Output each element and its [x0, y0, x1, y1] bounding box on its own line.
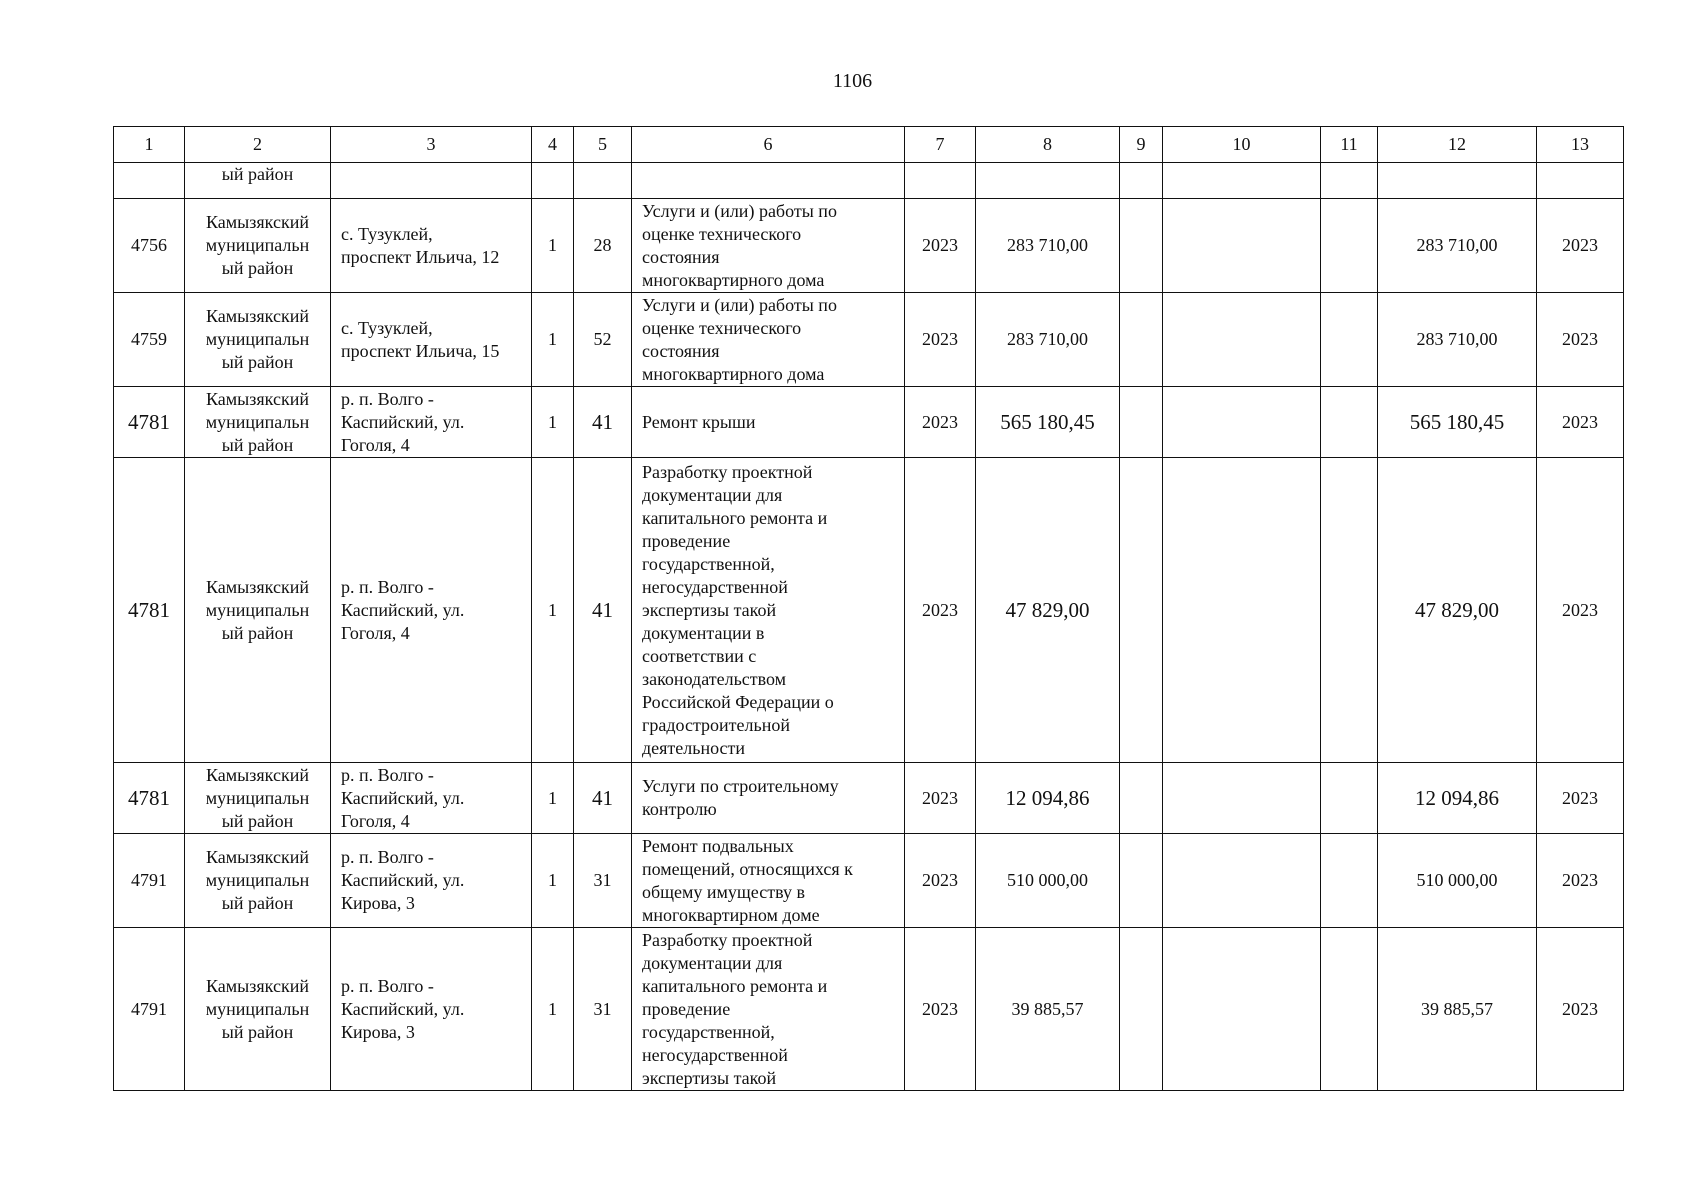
amount-cell: 565 180,45 [976, 387, 1120, 458]
cell-9 [1120, 199, 1163, 293]
cell-12: 283 710,00 [1378, 293, 1537, 387]
work-line: помещений, относящихся к [642, 858, 853, 879]
work-cell [632, 163, 905, 199]
year-cell: 2023 [905, 293, 976, 387]
work-line: многоквартирного дома [642, 269, 825, 290]
address-cell [331, 763, 532, 834]
cell-12: 12 094,86 [1378, 763, 1537, 834]
amount-cell: 283 710,00 [976, 199, 1120, 293]
work-cell [632, 387, 905, 458]
work-line: градостроительной [642, 714, 790, 735]
work-line: негосударственной [642, 576, 788, 597]
id-cell: 4791 [114, 834, 185, 928]
work-line: проведение [642, 998, 731, 1019]
work-line: документации для [642, 952, 783, 973]
table-row [114, 928, 1624, 1091]
work-line: оценке технического [642, 317, 802, 338]
page-number: 1106 [832, 70, 873, 92]
cell-4: 1 [532, 763, 574, 834]
work-line: контролю [642, 799, 717, 819]
id-cell [114, 163, 185, 199]
work-cell [632, 458, 905, 763]
amount-cell: 510 000,00 [976, 834, 1120, 928]
column-number-7: 7 [905, 127, 976, 163]
address-line: р. п. Волго - [341, 764, 434, 785]
column-number-5: 5 [574, 127, 632, 163]
cell-10 [1163, 928, 1321, 1091]
cell-10 [1163, 163, 1321, 199]
cell-11 [1321, 163, 1378, 199]
municipality-line: ый район [221, 434, 294, 455]
address-cell [331, 928, 532, 1091]
work-line: Российской Федерации о [642, 691, 834, 712]
cell-5: 31 [574, 928, 632, 1091]
work-line: Услуги по строительному [642, 776, 839, 796]
cell-9 [1120, 163, 1163, 199]
cell-4 [532, 163, 574, 199]
cell-10 [1163, 834, 1321, 928]
work-line: экспертизы такой [642, 1067, 777, 1088]
id-cell: 4756 [114, 199, 185, 293]
address-cell [331, 163, 532, 199]
table-row [114, 458, 1624, 763]
cell-13: 2023 [1537, 199, 1624, 293]
address-line: Каспийский, ул. [341, 411, 465, 432]
cell-5 [574, 163, 632, 199]
address-line: р. п. Волго - [341, 388, 434, 409]
address-line: р. п. Волго - [341, 576, 434, 597]
municipality-line: муниципальн [205, 998, 310, 1019]
work-line: государственной, [642, 1021, 775, 1042]
column-number-12: 12 [1378, 127, 1537, 163]
work-line: экспертизы такой [642, 599, 777, 620]
work-line: деятельности [642, 737, 746, 758]
municipality-line: муниципальн [205, 599, 310, 620]
cell-13: 2023 [1537, 928, 1624, 1091]
municipality-cell [185, 763, 331, 834]
municipality-cell [185, 928, 331, 1091]
cell-5: 52 [574, 293, 632, 387]
header-row [114, 127, 1624, 163]
work-line: документации для [642, 484, 783, 505]
work-line: капитального ремонта и [642, 975, 828, 996]
cell-13: 2023 [1537, 458, 1624, 763]
work-line: состояния [642, 340, 720, 361]
work-line: Ремонт крыши [642, 411, 756, 432]
table-row [114, 293, 1624, 387]
work-line: состояния [642, 246, 720, 267]
cell-9 [1120, 387, 1163, 458]
table-row [114, 834, 1624, 928]
work-cell [632, 293, 905, 387]
year-cell: 2023 [905, 199, 976, 293]
municipality-line: муниципальн [205, 411, 310, 432]
cell-11 [1321, 458, 1378, 763]
address-line: Каспийский, ул. [341, 787, 465, 808]
municipality-line: ый район [221, 893, 294, 913]
work-line: законодательством [642, 668, 787, 689]
cell-10 [1163, 199, 1321, 293]
address-cell [331, 199, 532, 293]
column-number-9: 9 [1120, 127, 1163, 163]
address-line: Гоголя, 4 [341, 810, 410, 831]
year-cell: 2023 [905, 458, 976, 763]
municipality-line: ый район [221, 352, 294, 372]
work-cell [632, 199, 905, 293]
cell-5: 41 [574, 458, 632, 763]
cell-9 [1120, 763, 1163, 834]
work-line: многоквартирного дома [642, 363, 825, 384]
cell-5: 28 [574, 199, 632, 293]
continuation-row [114, 163, 1624, 199]
cell-13: 2023 [1537, 834, 1624, 928]
municipality-line: Камызякский [206, 306, 309, 326]
address-cell [331, 458, 532, 763]
work-line: Разработку проектной [642, 461, 813, 482]
municipality-cell [185, 199, 331, 293]
cell-11 [1321, 763, 1378, 834]
amount-cell: 47 829,00 [976, 458, 1120, 763]
municipality-cell [185, 293, 331, 387]
work-line: Ремонт подвальных [642, 835, 794, 856]
cell-11 [1321, 834, 1378, 928]
municipality-line: ый район [221, 810, 294, 831]
cell-4: 1 [532, 293, 574, 387]
address-line: проспект Ильича, 15 [341, 340, 500, 361]
municipality-line: муниципальн [205, 329, 310, 349]
cell-4: 1 [532, 834, 574, 928]
municipality-cell [185, 163, 331, 199]
work-line: проведение [642, 530, 731, 551]
cell-12: 510 000,00 [1378, 834, 1537, 928]
cell-10 [1163, 458, 1321, 763]
municipality-cell [185, 834, 331, 928]
work-line: капитального ремонта и [642, 507, 828, 528]
work-line: Разработку проектной [642, 929, 813, 950]
cell-9 [1120, 293, 1163, 387]
address-line: проспект Ильича, 12 [341, 246, 500, 267]
address-cell [331, 387, 532, 458]
cell-11 [1321, 387, 1378, 458]
work-line: общему имуществу в [642, 881, 805, 902]
cell-5: 31 [574, 834, 632, 928]
id-cell: 4781 [114, 387, 185, 458]
address-line: Гоголя, 4 [341, 434, 410, 455]
municipality-line: Камызякский [206, 212, 309, 232]
municipality-line: Камызякский [206, 975, 309, 996]
work-line: Услуги и (или) работы по [642, 200, 837, 221]
cell-12 [1378, 163, 1537, 199]
cell-11 [1321, 199, 1378, 293]
address-line: Каспийский, ул. [341, 599, 465, 620]
cell-5: 41 [574, 763, 632, 834]
address-line: р. п. Волго - [341, 847, 434, 867]
cell-4: 1 [532, 458, 574, 763]
municipality-line: муниципальн [205, 787, 310, 808]
cell-9 [1120, 834, 1163, 928]
cell-10 [1163, 763, 1321, 834]
table-row [114, 387, 1624, 458]
work-line: документации в [642, 622, 765, 643]
cell-4: 1 [532, 199, 574, 293]
work-cell [632, 928, 905, 1091]
cell-13: 2023 [1537, 763, 1624, 834]
municipality-line: ый район [221, 622, 294, 643]
column-number-6: 6 [632, 127, 905, 163]
cell-4: 1 [532, 387, 574, 458]
cell-13: 2023 [1537, 387, 1624, 458]
amount-cell: 39 885,57 [976, 928, 1120, 1091]
cell-10 [1163, 387, 1321, 458]
column-number-10: 10 [1163, 127, 1321, 163]
municipality-line: Камызякский [206, 847, 309, 867]
work-line: негосударственной [642, 1044, 788, 1065]
work-line: оценке технического [642, 223, 802, 244]
cell-12: 47 829,00 [1378, 458, 1537, 763]
cell-10 [1163, 293, 1321, 387]
work-line: Услуги и (или) работы по [642, 294, 837, 315]
column-number-13: 13 [1537, 127, 1624, 163]
work-cell [632, 834, 905, 928]
address-line: Кирова, 3 [341, 893, 415, 913]
cell-11 [1321, 293, 1378, 387]
municipality-line: ый район [221, 1021, 294, 1042]
column-number-3: 3 [331, 127, 532, 163]
municipality-cell [185, 387, 331, 458]
work-line: многоквартирном доме [642, 904, 820, 925]
year-cell: 2023 [905, 834, 976, 928]
year-cell: 2023 [905, 928, 976, 1091]
cell-13 [1537, 163, 1624, 199]
registry-table [113, 126, 1624, 1091]
id-cell: 4781 [114, 763, 185, 834]
column-number-2: 2 [185, 127, 331, 163]
address-line: с. Тузуклей, [341, 317, 433, 338]
municipality-line: Камызякский [206, 576, 309, 597]
cell-5: 41 [574, 387, 632, 458]
table-row [114, 199, 1624, 293]
amount-cell [976, 163, 1120, 199]
cell-11 [1321, 928, 1378, 1091]
cell-12: 39 885,57 [1378, 928, 1537, 1091]
id-cell: 4759 [114, 293, 185, 387]
municipality-line: Камызякский [206, 388, 309, 409]
work-line: государственной, [642, 553, 775, 574]
address-line: с. Тузуклей, [341, 223, 433, 244]
amount-cell: 12 094,86 [976, 763, 1120, 834]
work-line: соответствии с [642, 645, 757, 666]
cell-12: 565 180,45 [1378, 387, 1537, 458]
cell-4: 1 [532, 928, 574, 1091]
municipality-line: муниципальн [205, 235, 310, 255]
year-cell [905, 163, 976, 199]
amount-cell: 283 710,00 [976, 293, 1120, 387]
address-line: Кирова, 3 [341, 1021, 415, 1042]
address-line: р. п. Волго - [341, 975, 434, 996]
municipality-line: муниципальн [205, 870, 310, 890]
cell-13: 2023 [1537, 293, 1624, 387]
year-cell: 2023 [905, 763, 976, 834]
year-cell: 2023 [905, 387, 976, 458]
work-cell [632, 763, 905, 834]
column-number-4: 4 [532, 127, 574, 163]
address-line: Гоголя, 4 [341, 622, 410, 643]
municipality-line: ый район [221, 258, 294, 278]
address-cell [331, 834, 532, 928]
address-line: Каспийский, ул. [341, 998, 465, 1019]
cell-9 [1120, 458, 1163, 763]
cell-9 [1120, 928, 1163, 1091]
table-row [114, 763, 1624, 834]
id-cell: 4781 [114, 458, 185, 763]
municipality-line: ый район [221, 164, 294, 184]
column-number-8: 8 [976, 127, 1120, 163]
address-line: Каспийский, ул. [341, 870, 465, 890]
id-cell: 4791 [114, 928, 185, 1091]
municipality-line: Камызякский [206, 764, 309, 785]
column-number-11: 11 [1321, 127, 1378, 163]
municipality-cell [185, 458, 331, 763]
address-cell [331, 293, 532, 387]
column-number-1: 1 [114, 127, 185, 163]
cell-12: 283 710,00 [1378, 199, 1537, 293]
